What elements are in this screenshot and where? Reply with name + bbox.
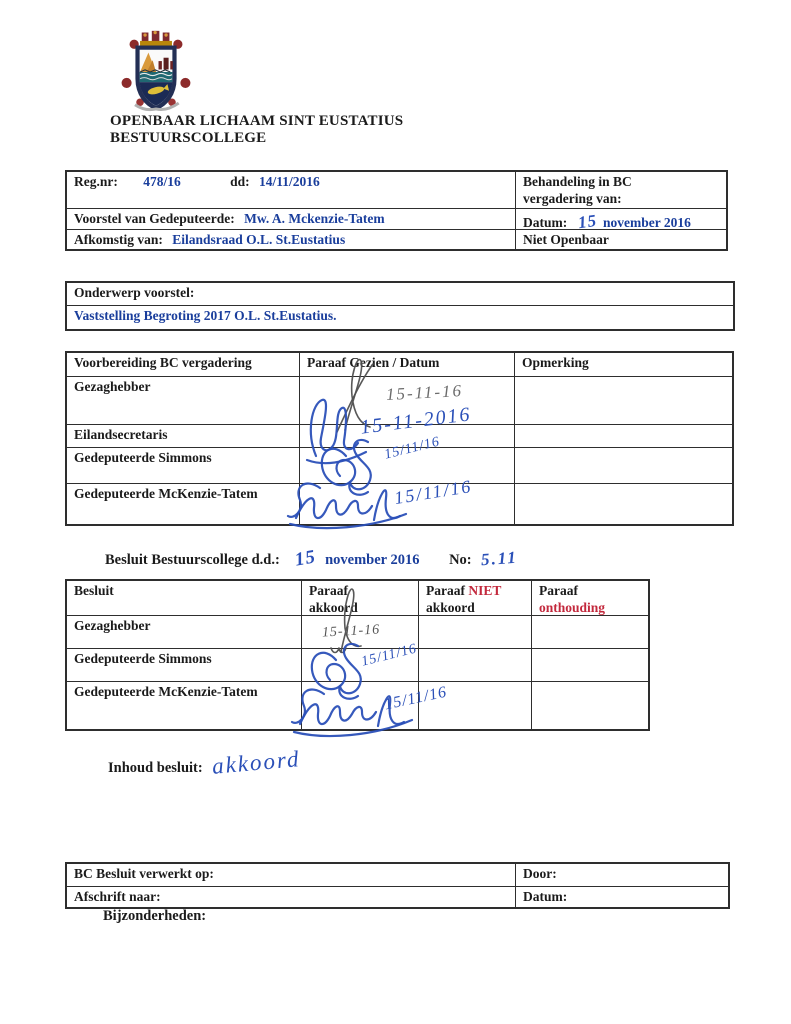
verwerkt-table: [65, 862, 730, 909]
besluit-row-mckenzie-label: Gedeputeerde McKenzie-Tatem: [67, 682, 302, 729]
behandeling-line1: Behandeling in BC: [523, 174, 632, 189]
besluit-header-2-line1: Paraaf: [309, 583, 348, 598]
onderwerp-value: Vaststelling Begroting 2017 O.L. St.Eustatius.: [74, 308, 337, 323]
besluit-header-1: Besluit: [67, 581, 302, 615]
besluit-row-simmons-niet-akkoord-cell: [419, 649, 532, 681]
inhoud-besluit-line: [108, 760, 203, 777]
voorstel-label: Voorstel van Gedeputeerde:: [74, 211, 235, 226]
handwritten-date-simmons-besluit: 15/11/16: [359, 641, 419, 670]
besluit-row-gezaghebber-onthouding-cell: [532, 616, 648, 648]
reg-nr-cell: [67, 172, 516, 208]
row-gezaghebber-label: Gezaghebber: [67, 377, 300, 424]
besluit-no-value: 5.11: [480, 547, 519, 570]
org-name-line1: OPENBAAR LICHAAM SINT EUSTATIUS: [110, 113, 404, 129]
afkomstig-cell: [67, 230, 516, 249]
handwritten-date-gezaghebber-voorbereiding: 15-11-16: [385, 380, 464, 405]
door-cell: Door:: [523, 866, 557, 881]
besluit-header-3-word1: Paraaf: [426, 583, 465, 598]
voorbereiding-header-2: Paraaf Gezien / Datum: [300, 353, 515, 376]
onderwerp-label: Onderwerp voorstel:: [74, 285, 195, 300]
behandeling-line2: vergadering van:: [523, 190, 622, 206]
besluit-day-handwritten: 15: [293, 546, 319, 571]
afschrift-naar-cell: Afschrift naar:: [67, 887, 516, 907]
dd-value: 14/11/2016: [259, 174, 320, 189]
datum-cell: [516, 209, 726, 233]
row-simmons-opmerking-cell: [515, 448, 732, 483]
voorbereiding-header-1: Voorbereiding BC vergadering: [67, 353, 300, 376]
afkomstig-label: Afkomstig van:: [74, 232, 163, 247]
registration-table: [65, 170, 728, 251]
afkomstig-value: Eilandsraad O.L. St.Eustatius: [172, 232, 346, 247]
datum-footer-cell: Datum:: [523, 889, 568, 904]
besluit-header-3-line1: [426, 583, 524, 600]
dd-label: dd:: [230, 174, 250, 189]
sint-eustatius-coat-of-arms: [114, 30, 198, 114]
datum-label: Datum:: [523, 215, 568, 230]
onderwerp-table: [65, 281, 735, 331]
voorstel-value: Mw. A. Mckenzie-Tatem: [244, 211, 385, 226]
besluit-header-4-line1: Paraaf: [539, 583, 578, 598]
niet-openbaar-cell: Niet Openbaar: [523, 232, 609, 247]
datum-rest: november 2016: [603, 215, 691, 230]
besluit-header-2-line2: akkoord: [309, 599, 358, 615]
besluit-header-3-line2: akkoord: [426, 599, 475, 615]
handwritten-date-simmons-voorbereiding: 15/11/16: [382, 434, 442, 463]
voorbereiding-header-3: Opmerking: [522, 355, 589, 370]
bijzonderheden-label: Bijzonderheden:: [103, 908, 207, 924]
besluit-row-mckenzie-onthouding-cell: [532, 682, 648, 729]
datum-day-handwritten: 15: [576, 210, 598, 233]
besluit-row-gezaghebber-niet-akkoord-cell: [419, 616, 532, 648]
page-title: [110, 113, 403, 147]
besluit-row-gezaghebber-label: Gezaghebber: [67, 616, 302, 648]
inhoud-besluit-handwritten-value: akkoord: [211, 746, 302, 779]
besluit-row-simmons-label: Gedeputeerde Simmons: [67, 649, 302, 681]
besluit-bestuurscollege-line: [105, 548, 518, 570]
besluit-header-4-line2: onthouding: [539, 599, 606, 615]
reg-nr-value: 478/16: [143, 174, 181, 189]
besluit-row-simmons-onthouding-cell: [532, 649, 648, 681]
handwritten-date-mckenzie-besluit: 15/11/16: [382, 683, 449, 714]
row-mckenzie-opmerking-cell: [515, 484, 732, 524]
row-eilandsecretaris-opmerking-cell: [515, 425, 732, 447]
besluit-date-rest: november 2016: [325, 552, 420, 568]
handwritten-date-eilandsecretaris: 15-11-2016: [359, 403, 473, 439]
besluit-header-3-word2: NIET: [468, 583, 502, 598]
voorstel-cell: [67, 209, 516, 229]
inhoud-besluit-label: Inhoud besluit:: [108, 760, 203, 776]
behandeling-cell: [516, 172, 726, 208]
row-mckenzie-label: Gedeputeerde McKenzie-Tatem: [67, 484, 300, 524]
org-name-line2: BESTUURSCOLLEGE: [110, 130, 267, 146]
reg-nr-label: Reg.nr:: [74, 174, 118, 189]
handwritten-date-mckenzie-voorbereiding: 15/11/16: [392, 475, 474, 509]
besluit-header-3: [419, 581, 532, 615]
besluit-no-label: No:: [449, 552, 472, 568]
besluit-line-label: Besluit Bestuurscollege d.d.:: [105, 552, 280, 568]
verwerkt-op-cell: BC Besluit verwerkt op:: [67, 864, 516, 886]
row-eilandsecretaris-label: Eilandsecretaris: [67, 425, 300, 447]
handwritten-date-gezaghebber-besluit: 15-11-16: [321, 622, 381, 641]
row-simmons-label: Gedeputeerde Simmons: [67, 448, 300, 483]
besluit-header-4: [532, 581, 648, 615]
row-gezaghebber-opmerking-cell: [515, 377, 732, 424]
